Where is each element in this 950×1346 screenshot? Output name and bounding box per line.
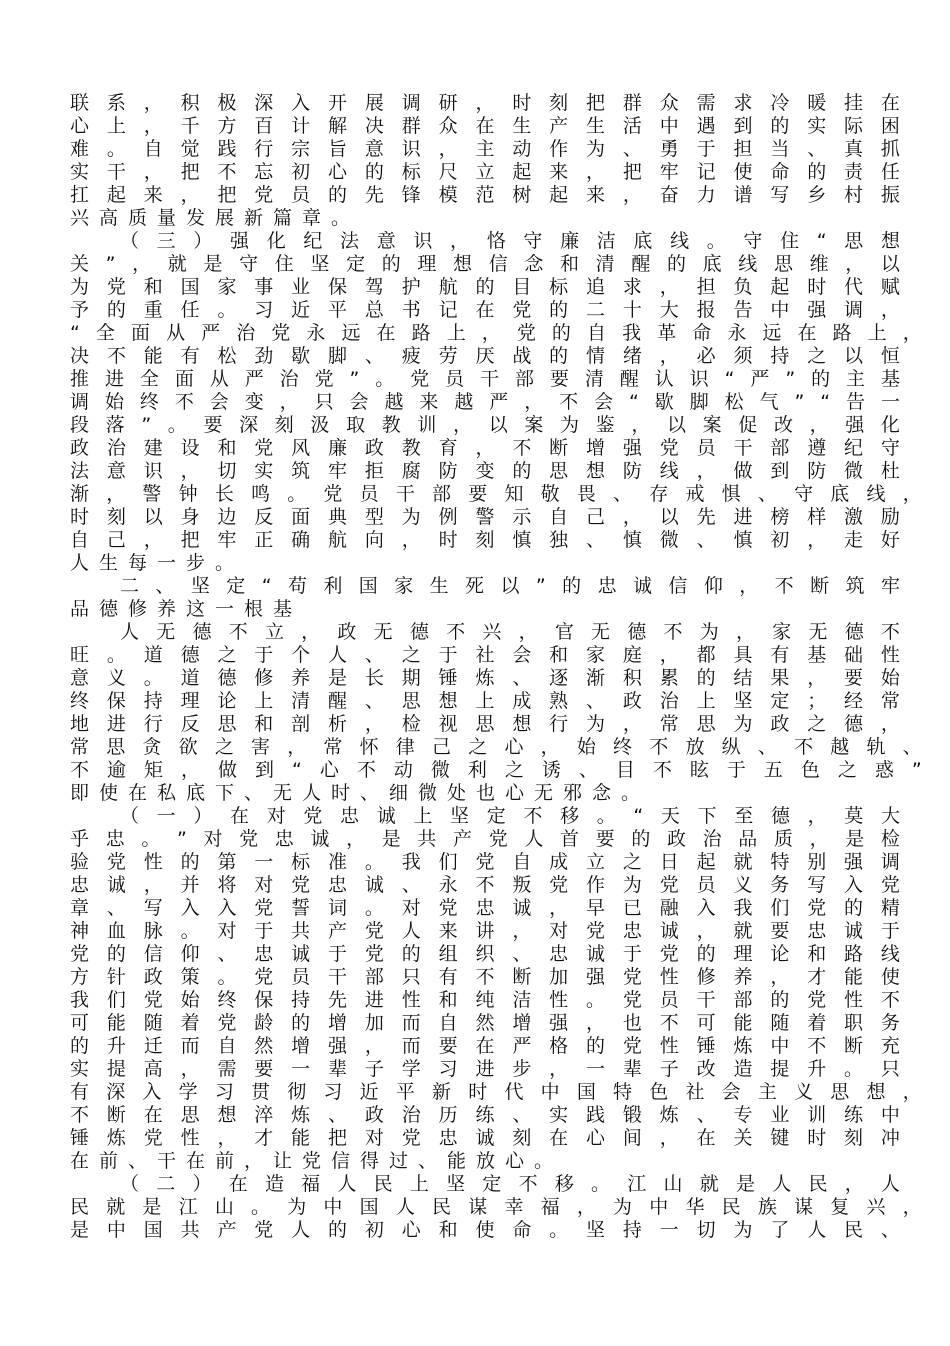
text-line: 神 血 脉 。 对 于 共 产 党 人 来 讲 ， 对 党 忠 诚 ， 就 要 忠 诚 于 bbox=[70, 920, 900, 942]
text-line: 民 就 是 江 山 。 为 中 国 人 民 谋 幸 福 ， 为 中 华 民 族 谋 复 兴 ， bbox=[70, 1196, 922, 1218]
text-line: 旺 。 道 德 之 于 个 人 、 之 于 社 会 和 家 庭 ， 都 具 有 基 础 性 bbox=[70, 644, 900, 666]
text-line: 不 断 在 思 想 淬 炼 、 政 治 历 练 、 实 践 锻 炼 、 专 业 训 练 中 bbox=[70, 1104, 900, 1126]
text-line: 验 党 性 的 第 一 标 准 。 我 们 党 自 成 立 之 日 起 就 特 别 强 调 bbox=[70, 851, 900, 873]
text-line: 章 、 写 入 入 党 誓 词 。 对 党 忠 诚 ， 早 已 融 入 我 们 党 的 精 bbox=[70, 897, 900, 919]
text-line: 扛 起 来 ， 把 党 员 的 先 锋 模 范 树 起 来 ， 奋 力 谱 写 乡 村 振 bbox=[70, 184, 900, 206]
section-heading: （ 二 ） 在 造 福 人 民 上 坚 定 不 移 。 江 山 就 是 人 民 ， 人 bbox=[120, 1173, 900, 1195]
text-line: 推 进 全 面 从 严 治 党 ” 。 党 员 干 部 要 清 醒 认 识 “ 严 ” 的 主 基 bbox=[70, 368, 900, 390]
text-line: 调 始 终 不 会 变 ， 只 会 越 来 越 严 ， 不 会 “ 歇 脚 松 气 ” “ 告 一 bbox=[70, 391, 900, 413]
text-line: 人 无 德 不 立 ， 政 无 德 不 兴 ， 官 无 德 不 为 ， 家 无 德 不 bbox=[120, 621, 900, 643]
text-line: 政 治 建 设 和 党 风 廉 政 教 育 ， 不 断 增 强 党 员 干 部 遵 纪 守 bbox=[70, 437, 900, 459]
text-line: 实 干 ， 把 不 忘 初 心 的 标 尺 立 起 来 ， 把 牢 记 使 命 的 责 任 bbox=[70, 161, 900, 183]
text-line: 关 ” ， 就 是 守 住 坚 定 的 理 想 信 念 和 清 醒 的 底 线 思 维 ， 以 bbox=[70, 253, 900, 275]
text-line: 为 党 和 国 家 事 业 保 驾 护 航 的 目 标 追 求 ， 担 负 起 时 代 赋 bbox=[70, 276, 900, 298]
text-line: 我 们 党 始 终 保 持 先 进 性 和 纯 洁 性 。 党 员 干 部 的 党 性 不 bbox=[70, 989, 900, 1011]
text-line: 是 中 国 共 产 党 人 的 初 心 和 使 命 。 坚 持 一 切 为 了 人 民 、 bbox=[70, 1219, 900, 1241]
text-line: 乎 忠 。 ” 对 党 忠 诚 ， 是 共 产 党 人 首 要 的 政 治 品 质 ， 是 检 bbox=[70, 828, 900, 850]
text-line: 难 。 自 觉 践 行 宗 旨 意 识 ， 主 动 作 为 、 勇 于 担 当 、 真 抓 bbox=[70, 138, 900, 160]
section-heading: （ 三 ） 强 化 纪 法 意 识 ， 恪 守 廉 洁 底 线 。 守 住 “ 思 想 bbox=[120, 230, 900, 252]
text-line: 渐 ， 警 钟 长 鸣 。 党 员 干 部 要 知 敬 畏 、 存 戒 惧 、 守 底 线 ， bbox=[70, 483, 922, 505]
text-line: 不 逾 矩 ， 做 到 “ 心 不 动 微 利 之 诱 、 目 不 眩 于 五 色 之 惑 ” bbox=[70, 759, 922, 781]
text-line: 实 提 高 ， 需 要 一 辈 子 学 习 进 步 ， 一 辈 子 改 造 提 升 。 只 bbox=[70, 1058, 900, 1080]
text-line: 心 上 ， 千 方 百 计 解 决 群 众 在 生 产 生 活 中 遇 到 的 实 际 困 bbox=[70, 115, 900, 137]
text-line: 忠 诚 ， 并 将 对 党 忠 诚 、 永 不 叛 党 作 为 党 员 义 务 写 入 党 bbox=[70, 874, 900, 896]
text-line: 决 不 能 有 松 劲 歇 脚 、 疲 劳 厌 战 的 情 绪 ， 必 须 持 之 以 恒 bbox=[70, 345, 900, 367]
text-line: 法 意 识 ， 切 实 筑 牢 拒 腐 防 变 的 思 想 防 线 ， 做 到 防 微 杜 bbox=[70, 460, 900, 482]
text-line: 锤 炼 党 性 ， 才 能 把 对 党 忠 诚 刻 在 心 间 ， 在 关 键 时 刻 冲 bbox=[70, 1127, 900, 1149]
section-heading: （ 一 ） 在 对 党 忠 诚 上 坚 定 不 移 。 “ 天 下 至 德 ， 莫 大 bbox=[120, 805, 900, 827]
text-line: 即使在私底下、无人时、细微处也心无邪念。 bbox=[70, 782, 651, 804]
text-line: 在前、干在前，让党信得过、能放心。 bbox=[70, 1150, 564, 1172]
text-line: 自 己 ， 把 牢 正 确 航 向 ， 时 刻 慎 独 、 慎 微 、 慎 初 ， 走 好 bbox=[70, 529, 900, 551]
text-line: 地 进 行 反 思 和 剖 析 ， 检 视 思 想 行 为 ， 常 思 为 政 之 德 ， bbox=[70, 713, 900, 735]
text-line: 常 思 贪 欲 之 害 ， 常 怀 律 己 之 心 ， 始 终 不 放 纵 、 不 越 轨 、 bbox=[70, 736, 922, 758]
text-line: 党 的 信 仰 、 忠 诚 于 党 的 组 织 、 忠 诚 于 党 的 理 论 和 路 线 bbox=[70, 943, 900, 965]
section-heading: 二 、 坚 定 “ 苟 利 国 家 生 死 以 ” 的 忠 诚 信 仰 ， 不 断 筑 牢 bbox=[120, 575, 900, 597]
text-line: 有 深 入 学 习 贯 彻 习 近 平 新 时 代 中 国 特 色 社 会 主 义 思 想 ， bbox=[70, 1081, 922, 1103]
section-heading: 品德修养这一根基 bbox=[70, 598, 303, 620]
text-line: 可 能 随 着 党 龄 的 增 加 而 自 然 增 强 ， 也 不 可 能 随 着 职 务 bbox=[70, 1012, 900, 1034]
text-line: 联 系 ， 积 极 深 入 开 展 调 研 ， 时 刻 把 群 众 需 求 冷 暖 挂 在 bbox=[70, 92, 900, 114]
text-line: 段 落 ” 。 要 深 刻 汲 取 教 训 ， 以 案 为 鉴 ， 以 案 促 改 ， 强 化 bbox=[70, 414, 900, 436]
text-line: 终 保 持 理 论 上 清 醒 、 思 想 上 成 熟 、 政 治 上 坚 定 ； 经 常 bbox=[70, 690, 900, 712]
text-line: 予 的 重 任 。 习 近 平 总 书 记 在 党 的 二 十 大 报 告 中 强 调 ， bbox=[70, 299, 900, 321]
text-line: 方 针 政 策 。 党 员 干 部 只 有 不 断 加 强 党 性 修 养 ， 才 能 使 bbox=[70, 966, 900, 988]
text-line: 兴高质量发展新篇章。 bbox=[70, 207, 361, 229]
text-line: 人生每一步。 bbox=[70, 552, 245, 574]
text-line: 时 刻 以 身 边 反 面 典 型 为 例 警 示 自 己 ， 以 先 进 榜 样 激 励 bbox=[70, 506, 900, 528]
text-line: “ 全 面 从 严 治 党 永 远 在 路 上 ， 党 的 自 我 革 命 永 远 在 路 上 ， bbox=[70, 322, 922, 344]
text-line: 意 义 。 道 德 修 养 是 长 期 锤 炼 、 逐 渐 积 累 的 结 果 ， 要 始 bbox=[70, 667, 900, 689]
text-line: 的 升 迁 而 自 然 增 强 ， 而 要 在 严 格 的 党 性 锤 炼 中 不 断 充 bbox=[70, 1035, 900, 1057]
